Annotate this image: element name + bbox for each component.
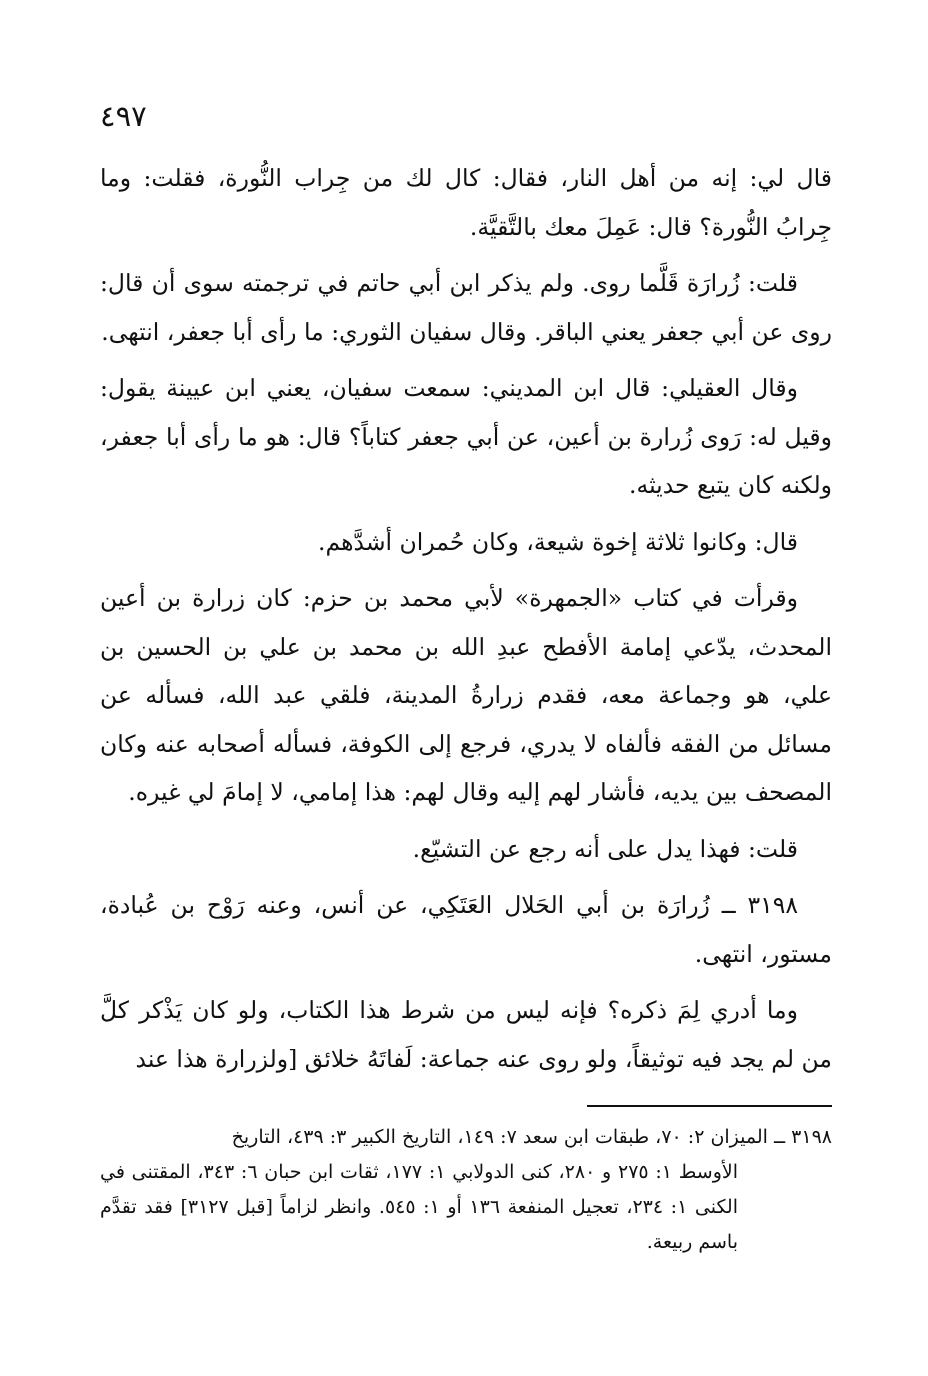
paragraph-uqayli-quote: وقال العقيلي: قال ابن المديني: سمعت سفيان، يعني ابن عيينة يقول: وقيل له: رَوى زُرارة بن أعين، عن أبي جعفر كتاباً؟ قال: هو ما رأى أبا جعفر، ولكنه كان يتبع حديثه. xyxy=(100,374,832,499)
paragraph-three-brothers: قال: وكانوا ثلاثة إخوة شيعة، وكان حُمران أشدَّهم. xyxy=(318,527,798,556)
paragraph-conclusion: قلت: فهذا يدل على أنه رجع عن التشيّع. xyxy=(412,834,798,863)
footnote xyxy=(100,1120,832,1260)
page-number: ٤٩٧ xyxy=(100,99,147,133)
paragraph-jamhara-quote: وقرأت في كتاب «الجمهرة» لأبي محمد بن حزم: كان زرارة بن أعين المحدث، يدّعي إمامة الأفطح عبدِ الله بن محمد بن علي بن الحسين بن علي، هو وجماعة معه، فقدم زرارةُ المدينة، فلقي عبد الله، فسأله عن مسائل من الفقه فألفاه لا يدري، فرجع إلى الكوفة، فسأله أصحابه عنه وكان المصحف بين يديه، فأشار لهم إليه وقال لهم: هذا إمامي، لا إمامَ لي غيره. xyxy=(100,584,832,806)
entry-3198: ٣١٩٨ ــ زُرارَة بن أبي الحَلال العَتَكِي، عن أنس، وعنه رَوْح بن عُبادة، مستور، انتهى. xyxy=(100,891,832,968)
footnote-continuation: الأوسط ١: ٢٧٥ و ٢٨٠، كنى الدولابي ١: ١٧٧، ثقات ابن حبان ٦: ٣٤٣، المقتنى في الكنى ١: ٢٣٤، تعجيل المنفعة ١٣٦ أو ١: ٥٤٥. وانظر لزاماً [قبل ٣١٢٧] فقد تقدَّم باسم ربيعة. xyxy=(100,1161,738,1253)
footnote-lead: ٣١٩٨ ــ الميزان ٢: ٧٠، طبقات ابن سعد ٧: ١٤٩، التاريخ الكبير ٣: ٤٣٩، التاريخ xyxy=(231,1126,832,1148)
main-text xyxy=(100,154,832,1091)
paragraph-commentary: وما أدري لِمَ ذكره؟ فإنه ليس من شرط هذا الكتاب، ولو كان يَذْكر كلَّ من لم يجد فيه توثيقاً، ولو روى عنه جماعة: لَفاتَهُ خلائق [ولزرارة هذا عند xyxy=(100,996,832,1073)
paragraph-zurara-narration: قلت: زُرارَة قَلَّما روى. ولم يذكر ابن أبي حاتم في ترجمته سوى أن قال: روى عن أبي جعفر يعني الباقر. وقال سفيان الثوري: ما رأى أبا جعفر، انتهى. xyxy=(100,269,832,346)
footnote-separator xyxy=(587,1105,832,1107)
paragraph-continuation: قال لي: إنه من أهل النار، فقال: كال لك من جِراب النُّورة، فقلت: وما جِرابُ النُّورة؟ قال: عَمِلَ معك بالتَّقيَّة. xyxy=(100,164,832,241)
